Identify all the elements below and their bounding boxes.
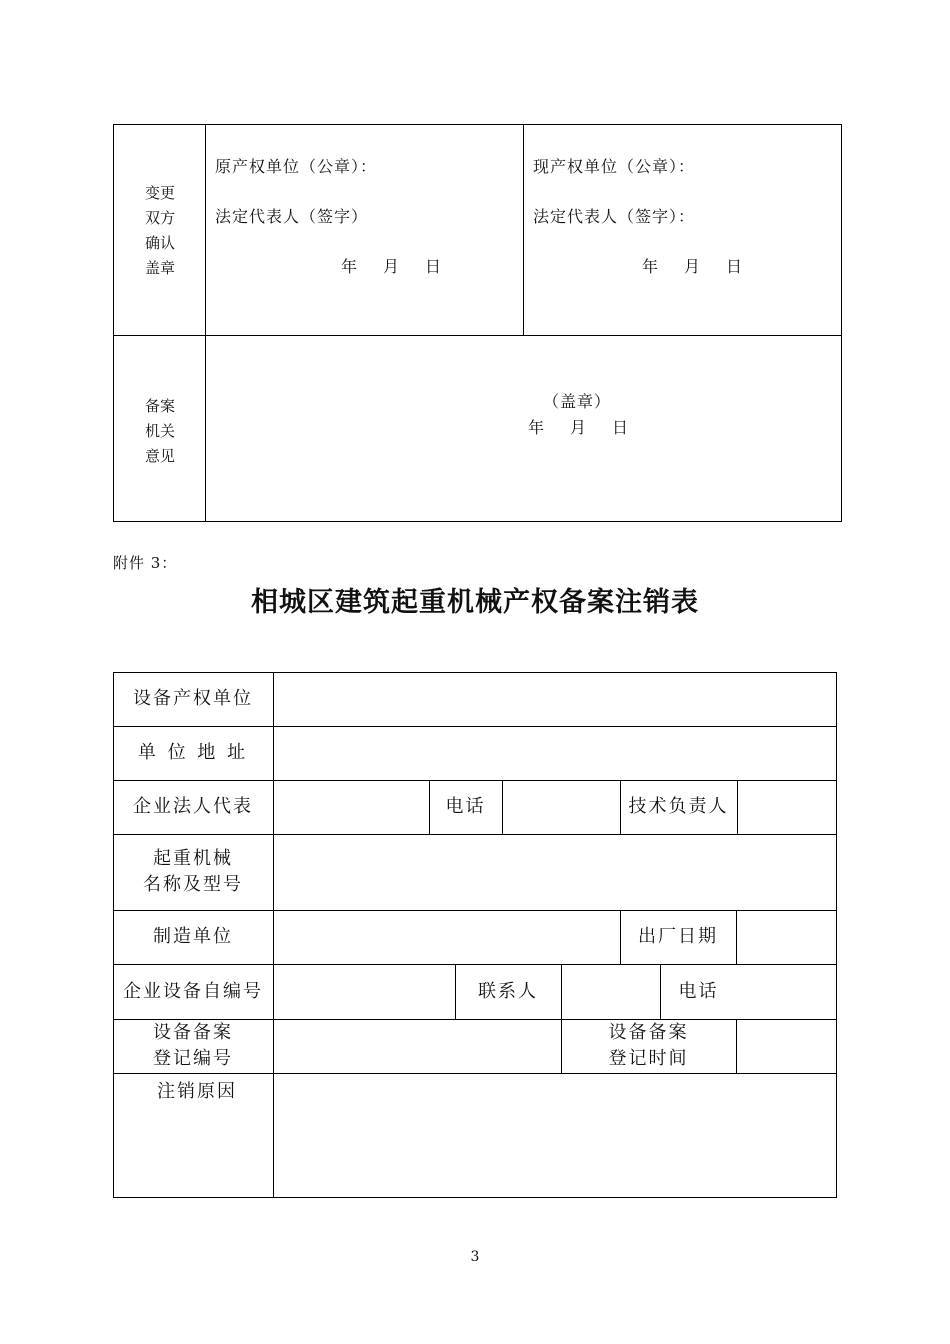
contact-label: 联系人 bbox=[478, 980, 538, 1002]
cancel-reason-label: 注销原因 bbox=[157, 1081, 237, 1102]
record-date-year: 年 bbox=[528, 418, 546, 437]
form-title: 相城区建筑起重机械产权备案注销表 bbox=[251, 587, 699, 618]
reg-number-label: 设备备案 登记编号 bbox=[153, 1022, 233, 1069]
legal-rep-label: 企业法人代表 bbox=[133, 796, 253, 817]
record-date-day: 日 bbox=[612, 418, 630, 437]
current-date-day: 日 bbox=[726, 257, 744, 276]
current-date-month: 月 bbox=[684, 257, 702, 276]
original-rep-label: 法定代表人（签字） bbox=[215, 207, 369, 226]
factory-date-label: 出厂日期 bbox=[638, 926, 718, 947]
attachment-label: 附件 3： bbox=[113, 554, 178, 572]
self-number-label: 企业设备自编号 bbox=[123, 980, 263, 1002]
original-date-day: 日 bbox=[425, 257, 443, 276]
address-label: 单 位 地 址 bbox=[137, 742, 249, 763]
record-date-month: 月 bbox=[570, 418, 588, 437]
original-date-month: 月 bbox=[383, 257, 401, 276]
current-date-year: 年 bbox=[642, 257, 660, 276]
current-rep-label: 法定代表人（签字）： bbox=[533, 207, 696, 226]
current-unit-label: 现产权单位（公章）： bbox=[533, 157, 696, 176]
confirm-seal-label: 变更 双方 确认 盖章 bbox=[144, 184, 175, 277]
original-unit-label: 原产权单位（公章）： bbox=[215, 157, 378, 176]
crane-name-label: 起重机械 名称及型号 bbox=[143, 848, 243, 895]
seal-text: （盖章） bbox=[543, 392, 612, 411]
page-number: 3 bbox=[470, 1249, 480, 1265]
phone-label-1: 电话 bbox=[445, 796, 486, 817]
reg-time-label: 设备备案 登记时间 bbox=[608, 1022, 689, 1069]
owner-unit-label: 设备产权单位 bbox=[133, 688, 253, 709]
record-office-label: 备案 机关 意见 bbox=[144, 397, 175, 465]
tech-lead-label: 技术负责人 bbox=[628, 796, 729, 817]
phone-label-2: 电话 bbox=[678, 980, 719, 1002]
original-date-year: 年 bbox=[341, 257, 359, 276]
manufacturer-label: 制造单位 bbox=[153, 926, 233, 947]
